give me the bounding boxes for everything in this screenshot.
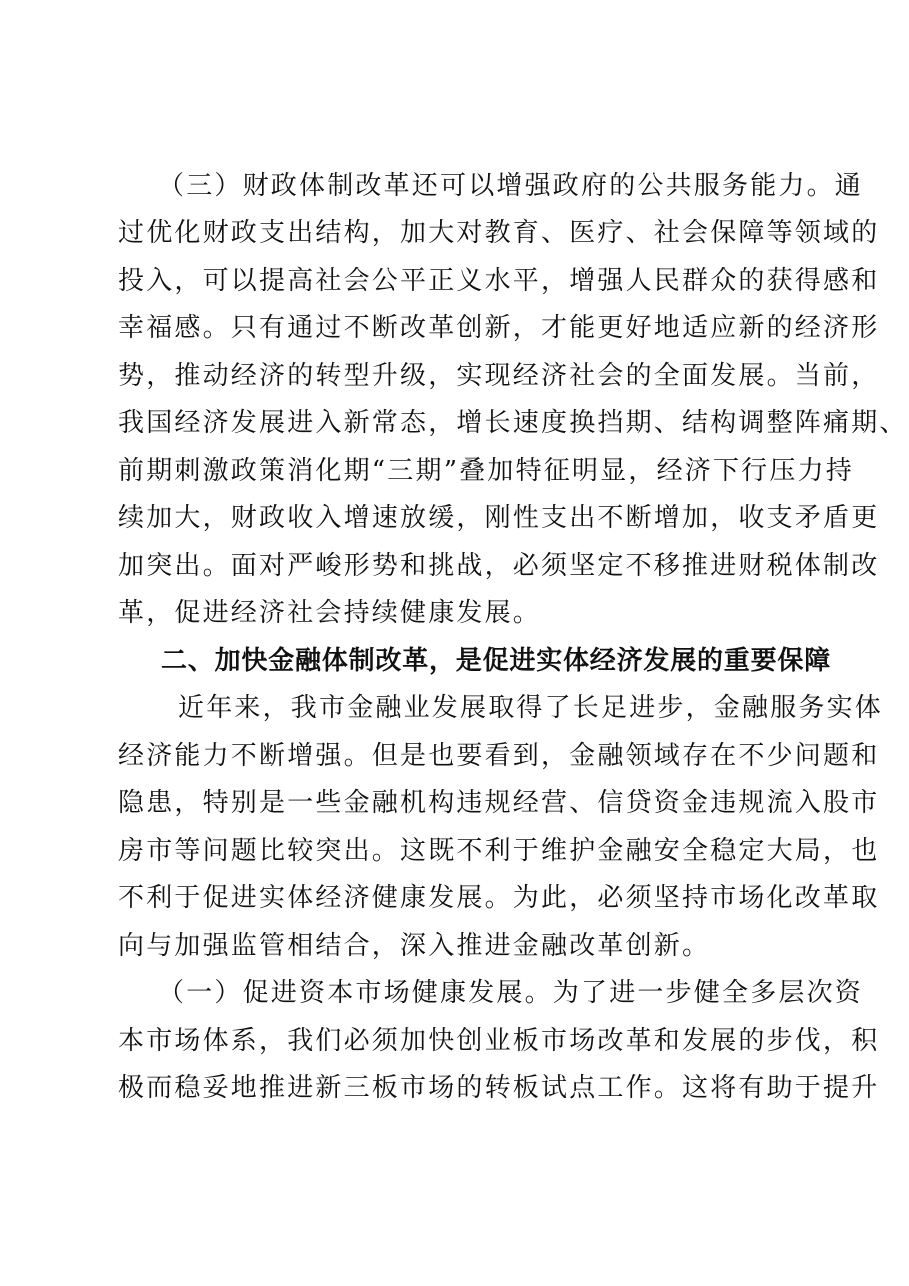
paragraph-line: 近年来，我市金融业发展取得了长足进步，金融服务实体 [178,693,884,723]
paragraph-line: 过优化财政支出结构，加大对教育、医疗、社会保障等领域的 [118,218,880,248]
paragraph-line: 加突出。面对严峻形势和挑战，必须坚定不移推进财税体制改 [118,551,880,581]
paragraph-line: 本市场体系，我们必须加快创业板市场改革和发展的步伐，积 [118,1026,880,1056]
section-heading: 二、加快金融体制改革，是促进实体经济发展的重要保障 [161,646,832,676]
paragraph-line: 势，推动经济的转型升级，实现经济社会的全面发展。当前， [118,361,880,391]
paragraph-line: 我国经济发展进入新常态，增长速度换挡期、结构调整阵痛期、 [118,408,908,438]
paragraph-line: 向与加强监管相结合，深入推进金融改革创新。 [118,931,711,961]
paragraph-line: 投入，可以提高社会公平正义水平，增强人民群众的获得感和 [118,266,880,296]
paragraph-line: 极而稳妥地推进新三板市场的转板试点工作。这将有助于提升 [118,1073,880,1103]
paragraph-line: 隐患，特别是一些金融机构违规经营、信贷资金违规流入股市 [118,788,880,818]
paragraph-line: 续加大，财政收入增速放缓，刚性支出不断增加，收支矛盾更 [118,503,880,533]
paragraph-line: 房市等问题比较突出。这既不利于维护金融安全稳定大局，也 [118,836,880,866]
paragraph-line: 前期刺激政策消化期“三期”叠加特征明显，经济下行压力持 [118,456,854,486]
paragraph-line: 不利于促进实体经济健康发展。为此，必须坚持市场化改革取 [118,883,880,913]
paragraph-line: 经济能力不断增强。但是也要看到，金融领域存在不少问题和 [118,741,880,771]
paragraph-line: （一）促进资本市场健康发展。为了进一步健全多层次资 [158,978,864,1008]
paragraph-line: 幸福感。只有通过不断改革创新，才能更好地适应新的经济形 [118,313,880,343]
paragraph-line: 革，促进经济社会持续健康发展。 [118,598,542,628]
paragraph-line: （三）财政体制改革还可以增强政府的公共服务能力。通 [158,171,864,201]
